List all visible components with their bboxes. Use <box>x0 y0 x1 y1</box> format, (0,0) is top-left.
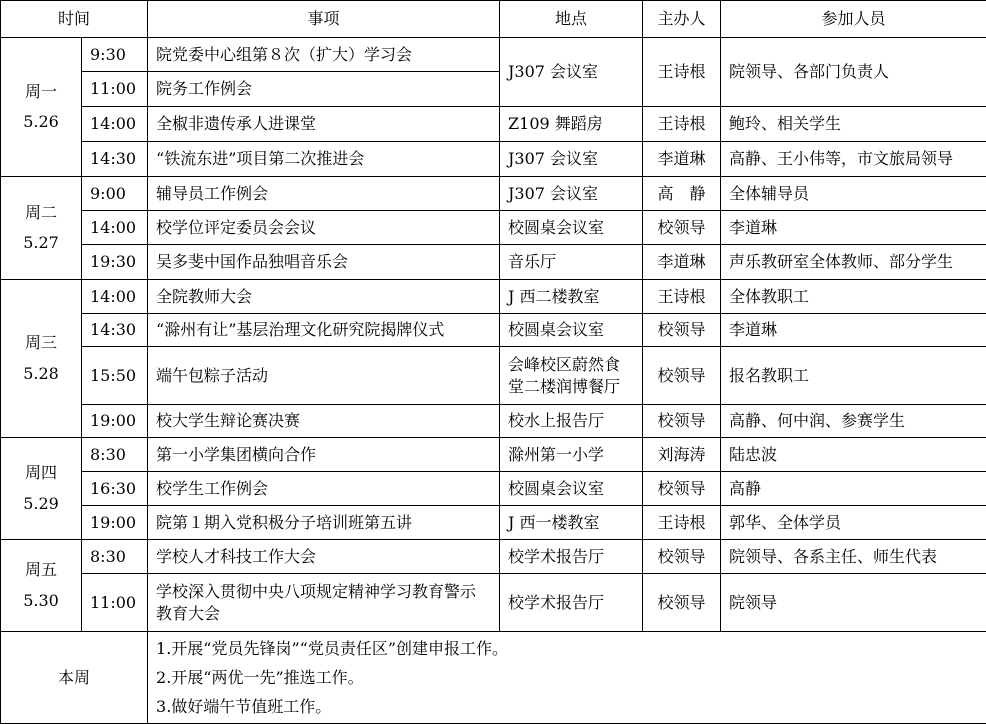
host-cell: 刘海涛 <box>643 438 721 472</box>
participants-cell: 全体辅导员 <box>721 177 986 211</box>
day-date: 5.27 <box>1 228 81 258</box>
table-row <box>1 438 986 472</box>
summary-note: 1.开展“党员先锋岗”“党员责任区”创建申报工作。 <box>156 634 978 663</box>
item-cell: 辅导员工作例会 <box>148 177 500 211</box>
header-row <box>1 1 986 38</box>
day-date: 5.26 <box>1 107 81 137</box>
summary-notes <box>148 632 986 724</box>
table-row <box>1 177 986 211</box>
day-cell-friday <box>1 540 82 632</box>
table-row <box>1 142 986 177</box>
host-cell: 王诗根 <box>643 38 721 107</box>
participants-cell: 院领导、各系主任、师生代表 <box>721 540 986 574</box>
host-cell: 校领导 <box>643 472 721 506</box>
location-cell: 校圆桌会议室 <box>500 314 643 347</box>
item-cell: 院务工作例会 <box>148 72 500 107</box>
day-date: 5.29 <box>1 489 81 519</box>
time-cell: 11:00 <box>82 72 148 107</box>
participants-cell: 鲍玲、相关学生 <box>721 107 986 142</box>
time-cell: 8:30 <box>82 438 148 472</box>
participants-cell: 高静 <box>721 472 986 506</box>
item-cell: 全椒非遗传承人进课堂 <box>148 107 500 142</box>
item-cell: 全院教师大会 <box>148 280 500 314</box>
item-cell: 校学生工作例会 <box>148 472 500 506</box>
location-cell: 校圆桌会议室 <box>500 211 643 245</box>
item-cell: 学校人才科技工作大会 <box>148 540 500 574</box>
table-row <box>1 211 986 245</box>
day-label: 周三 <box>1 328 81 358</box>
header-participants: 参加人员 <box>721 1 986 38</box>
participants-cell: 高静、王小伟等，市文旅局领导 <box>721 142 986 177</box>
header-location: 地点 <box>500 1 643 38</box>
item-cell: 院党委中心组第８次（扩大）学习会 <box>148 38 500 72</box>
summary-note: 3.做好端午节值班工作。 <box>156 692 978 721</box>
location-cell: 校圆桌会议室 <box>500 472 643 506</box>
host-cell: 校领导 <box>643 574 721 632</box>
participants-cell: 全体教职工 <box>721 280 986 314</box>
summary-row <box>1 632 986 724</box>
host-cell: 校领导 <box>643 211 721 245</box>
location-cell: J 西一楼教室 <box>500 506 643 540</box>
host-cell: 王诗根 <box>643 280 721 314</box>
time-cell: 14:30 <box>82 314 148 347</box>
location-cell: 校学术报告厅 <box>500 574 643 632</box>
participants-cell: 郭华、全体学员 <box>721 506 986 540</box>
host-cell: 校领导 <box>643 347 721 405</box>
location-cell: J 西二楼教室 <box>500 280 643 314</box>
host-cell: 高 静 <box>643 177 721 211</box>
location-cell: J307 会议室 <box>500 38 643 107</box>
day-label: 周一 <box>1 77 81 107</box>
summary-note: 2.开展“两优一先”推选工作。 <box>156 663 978 692</box>
item-cell: 校大学生辩论赛决赛 <box>148 405 500 438</box>
item-cell: 吴多斐中国作品独唱音乐会 <box>148 245 500 280</box>
time-cell: 14:00 <box>82 107 148 142</box>
time-cell: 11:00 <box>82 574 148 632</box>
day-date: 5.28 <box>1 359 81 389</box>
item-cell: 学校深入贯彻中央八项规定精神学习教育警示教育大会 <box>148 574 500 632</box>
table-row <box>1 280 986 314</box>
time-cell: 14:00 <box>82 280 148 314</box>
location-cell: 校学术报告厅 <box>500 540 643 574</box>
table-row <box>1 347 986 405</box>
host-cell: 王诗根 <box>643 107 721 142</box>
time-cell: 19:30 <box>82 245 148 280</box>
item-cell: 第一小学集团横向合作 <box>148 438 500 472</box>
host-cell: 李道琳 <box>643 142 721 177</box>
item-cell: 端午包粽子活动 <box>148 347 500 405</box>
day-cell-tuesday <box>1 177 82 280</box>
location-cell: J307 会议室 <box>500 142 643 177</box>
header-time: 时间 <box>1 1 148 38</box>
day-cell-thursday <box>1 438 82 540</box>
day-cell-wednesday <box>1 280 82 438</box>
day-date: 5.30 <box>1 586 81 616</box>
item-cell: “滁州有让”基层治理文化研究院揭牌仪式 <box>148 314 500 347</box>
host-cell: 校领导 <box>643 540 721 574</box>
day-label: 周五 <box>1 555 81 585</box>
time-cell: 9:00 <box>82 177 148 211</box>
item-cell: “铁流东进”项目第二次推进会 <box>148 142 500 177</box>
day-label: 周四 <box>1 458 81 488</box>
item-cell: 院第１期入党积极分子培训班第五讲 <box>148 506 500 540</box>
time-cell: 19:00 <box>82 506 148 540</box>
location-cell: 校水上报告厅 <box>500 405 643 438</box>
participants-cell: 李道琳 <box>721 314 986 347</box>
location-cell: J307 会议室 <box>500 177 643 211</box>
host-cell: 校领导 <box>643 314 721 347</box>
location-cell: Z109 舞蹈房 <box>500 107 643 142</box>
table-row <box>1 314 986 347</box>
location-cell: 滁州第一小学 <box>500 438 643 472</box>
location-cell: 会峰校区蔚然食堂二楼润博餐厅 <box>500 347 643 405</box>
table-row <box>1 574 986 632</box>
time-cell: 8:30 <box>82 540 148 574</box>
time-cell: 19:00 <box>82 405 148 438</box>
table-row <box>1 38 986 72</box>
table-row <box>1 107 986 142</box>
host-cell: 校领导 <box>643 405 721 438</box>
time-cell: 15:50 <box>82 347 148 405</box>
day-label: 周二 <box>1 198 81 228</box>
time-cell: 9:30 <box>82 38 148 72</box>
participants-cell: 院领导、各部门负责人 <box>721 38 986 107</box>
day-cell-monday <box>1 38 82 177</box>
time-cell: 14:00 <box>82 211 148 245</box>
host-cell: 王诗根 <box>643 506 721 540</box>
participants-cell: 高静、何中润、参赛学生 <box>721 405 986 438</box>
participants-cell: 院领导 <box>721 574 986 632</box>
participants-cell: 陆忠波 <box>721 438 986 472</box>
table-row <box>1 245 986 280</box>
location-cell: 音乐厅 <box>500 245 643 280</box>
time-cell: 14:30 <box>82 142 148 177</box>
participants-cell: 声乐教研室全体教师、部分学生 <box>721 245 986 280</box>
table-row <box>1 405 986 438</box>
time-cell: 16:30 <box>82 472 148 506</box>
table-row <box>1 472 986 506</box>
table-row <box>1 506 986 540</box>
participants-cell: 李道琳 <box>721 211 986 245</box>
header-item: 事项 <box>148 1 500 38</box>
summary-label: 本周 <box>1 632 148 724</box>
table-row <box>1 540 986 574</box>
header-host: 主办人 <box>643 1 721 38</box>
item-cell: 校学位评定委员会会议 <box>148 211 500 245</box>
participants-cell: 报名教职工 <box>721 347 986 405</box>
host-cell: 李道琳 <box>643 245 721 280</box>
